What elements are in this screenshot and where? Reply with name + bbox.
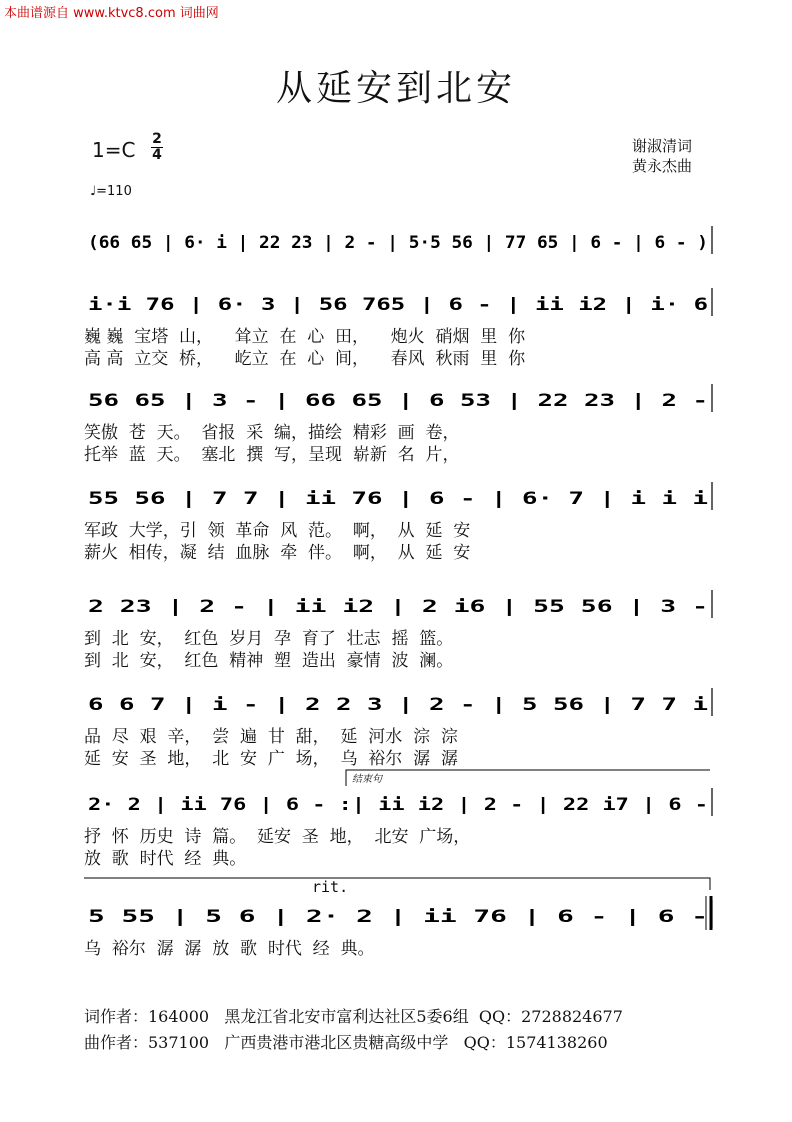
notation-row-3: 55 56 | 7 7 | ii 76 | 6 - | 6· 7 | i i i: [88, 489, 708, 509]
notation-row-2: 56 65 | 3 - | 66 65 | 6 53 | 22 23 | 2 -: [88, 391, 708, 411]
song-title: 从延安到北安: [275, 68, 516, 109]
time-signature-bottom: 4: [152, 147, 162, 163]
lyric-line: 到 北 安， 红色 岁月 孕 育了 壮志 摇 篮。: [84, 629, 454, 649]
lyric-line: 巍 巍 宝塔 山， 耸立 在 心 田， 炮火 硝烟 里 你: [84, 327, 526, 347]
lyric-line: 抒 怀 历史 诗 篇。 延安 圣 地， 北安 广场，: [84, 827, 471, 847]
notation-row-1: i·i 76 | 6· 3 | 56 765 | 6 - | ii i2 | i· 6: [88, 295, 708, 315]
notation-row-7: 5 55 | 5 6 | 2· 2 | ii 76 | 6 - | 6 -: [88, 907, 708, 927]
lyric-line: 放 歌 时代 经 典。: [84, 849, 247, 869]
lyric-line: 笑傲 苍 天。 省报 采 编，描绘 精彩 画 卷，: [84, 423, 460, 443]
lyric-line: 到 北 安， 红色 精神 塑 造出 豪情 波 澜。: [84, 651, 454, 671]
lyric-line: 薪火 相传，凝 结 血脉 牵 伴。 啊， 从 延 安: [84, 543, 471, 563]
watermark-text: 本曲谱源自 www.ktvc8.com 词曲网: [4, 6, 219, 21]
ritardando-marker: rit.: [312, 878, 349, 896]
composer-credit: 黄永杰曲: [632, 157, 693, 175]
lyric-line: 乌 裕尔 潺 潺 放 歌 时代 经 典。: [84, 939, 375, 959]
notation-row-5: 6 6 7 | i - | 2 2 3 | 2 - | 5 56 | 7 7 i: [88, 695, 708, 715]
footer-composer-info: 曲作者：537100 广西贵港市港北区贵糖高级中学 QQ：1574138260: [84, 1033, 608, 1052]
lyric-line: 高 高 立交 桥， 屹立 在 心 间， 春风 秋雨 里 你: [84, 349, 526, 369]
key-signature: 1=C: [92, 138, 136, 162]
ending-bracket: [346, 770, 710, 786]
lyric-line: 品 尽 艰 辛， 尝 遍 甘 甜， 延 河水 淙 淙: [84, 727, 458, 747]
ending-marker: 结束句: [352, 774, 382, 785]
notation-row-0: (66 65 | 6· i | 22 23 | 2 - | 5·5 56 | 77 65 | 6 - | 6 - ): [88, 233, 708, 253]
time-signature-top: 2: [152, 131, 162, 147]
coda-bracket: [84, 878, 710, 890]
notation-row-4: 2 23 | 2 - | ii i2 | 2 i6 | 55 56 | 3 -: [88, 597, 708, 617]
notation-row-6: 2· 2 | ii 76 | 6 - :| ii i2 | 2 - | 22 i7 | 6 -: [88, 795, 708, 815]
footer-lyricist-info: 词作者：164000 黑龙江省北安市富利达社区5委6组 QQ：2728824677: [84, 1007, 623, 1026]
tempo-marking: ♩=110: [90, 184, 132, 199]
lyric-line: 军政 大学，引 领 革命 风 范。 啊， 从 延 安: [84, 521, 471, 541]
lyric-line: 托举 蓝 天。 塞北 撰 写，呈现 崭新 名 片，: [84, 445, 460, 465]
lyricist-credit: 谢淑清词: [632, 137, 693, 155]
lyric-line: 延 安 圣 地， 北 安 广 场， 乌 裕尔 潺 潺: [84, 749, 458, 769]
